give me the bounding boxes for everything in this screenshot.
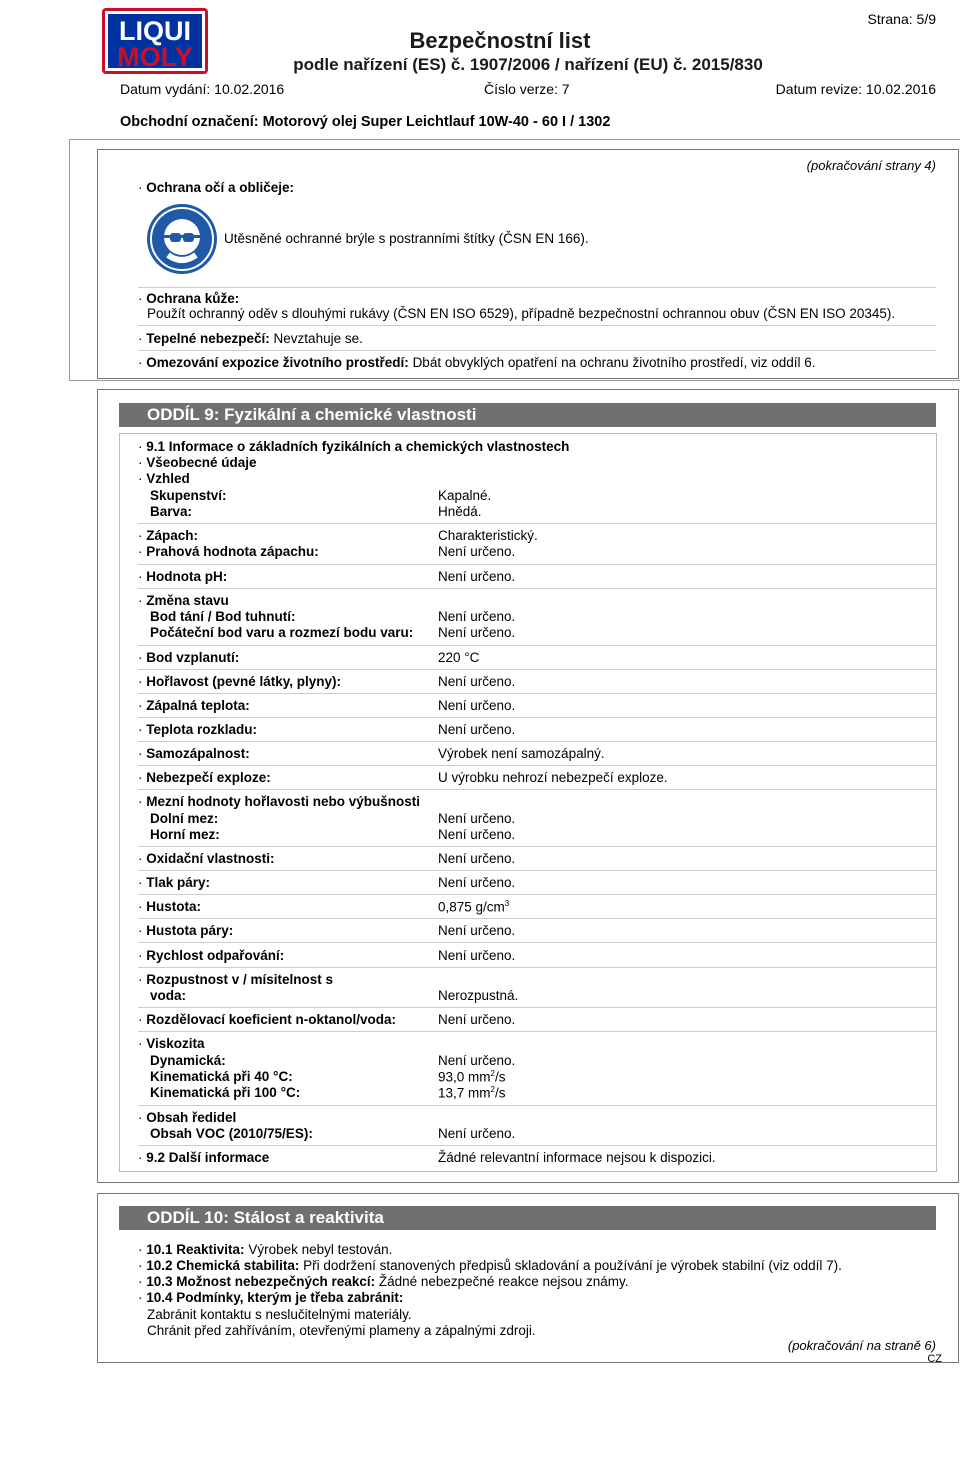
issue-date: Datum vydání: 10.02.2016 [120, 81, 285, 97]
thermal-hazard: · Tepelné nebezpečí: Nevztahuje se. [138, 331, 363, 346]
conditions-line-2: Chránit před zahříváním, otevřenými plameny a zápalnými zdroji. [147, 1323, 536, 1338]
skin-protection-label: · Ochrana kůže: [138, 291, 239, 306]
svg-text:LIQUI: LIQUI [119, 16, 191, 46]
chemical-stability: · 10.2 Chemická stabilita: Při dodržení stanovených předpisů skladování a používání je výrobek stabilní (viz oddíl 7). [138, 1258, 842, 1273]
conditions-to-avoid: · 10.4 Podmínky, kterým je třeba zabránit: [138, 1290, 403, 1305]
section10-heading: ODDÍL 10: Stálost a reaktivita [119, 1206, 936, 1230]
language-code: CZ [927, 1353, 942, 1365]
conditions-line-1: Zabránit kontaktu s neslučitelnými materiály. [147, 1307, 412, 1322]
version-number: Číslo verze: 7 [484, 81, 570, 97]
continued-to: (pokračování na straně 6) [787, 1338, 936, 1353]
product-name: Obchodní označení: Motorový olej Super Leichtlauf 10W-40 - 60 I / 1302 [120, 114, 611, 130]
environment-exposure: · Omezování expozice životního prostředí: Dbát obvyklých opatření na ochranu životního prostředí, viz oddíl 6. [138, 355, 816, 370]
revision-date: Datum revize: 10.02.2016 [775, 81, 936, 97]
eye-protection-label: · Ochrana očí a obličeje: [138, 180, 294, 195]
eye-protection-text: Utěsněné ochranné brýle s postranními štítky (ČSN EN 166). [224, 231, 589, 246]
reactivity: · 10.1 Reaktivita: Výrobek nebyl testován. [138, 1242, 392, 1257]
skin-protection-text: Použít ochranný oděv s dlouhými rukávy (ČSN EN ISO 6529), případně bezpečnostní ochrannou obuv (ČSN EN ISO 20345). [147, 306, 896, 321]
document-title: Bezpečnostní list [409, 28, 591, 53]
continued-from: (pokračování strany 4) [806, 158, 936, 173]
page-number: Strana: 5/9 [867, 11, 936, 27]
svg-text:MOLY: MOLY [117, 42, 193, 72]
safety-goggles-icon [146, 203, 218, 275]
section9-heading: ODDÍL 9: Fyzikální a chemické vlastnosti [119, 403, 936, 427]
document-subtitle: podle nařízení (ES) č. 1907/2006 / nařízení (EU) č. 2015/830 [293, 55, 763, 74]
hazardous-reactions: · 10.3 Možnost nebezpečných reakcí: Žádné nebezpečné reakce nejsou známy. [138, 1274, 629, 1289]
